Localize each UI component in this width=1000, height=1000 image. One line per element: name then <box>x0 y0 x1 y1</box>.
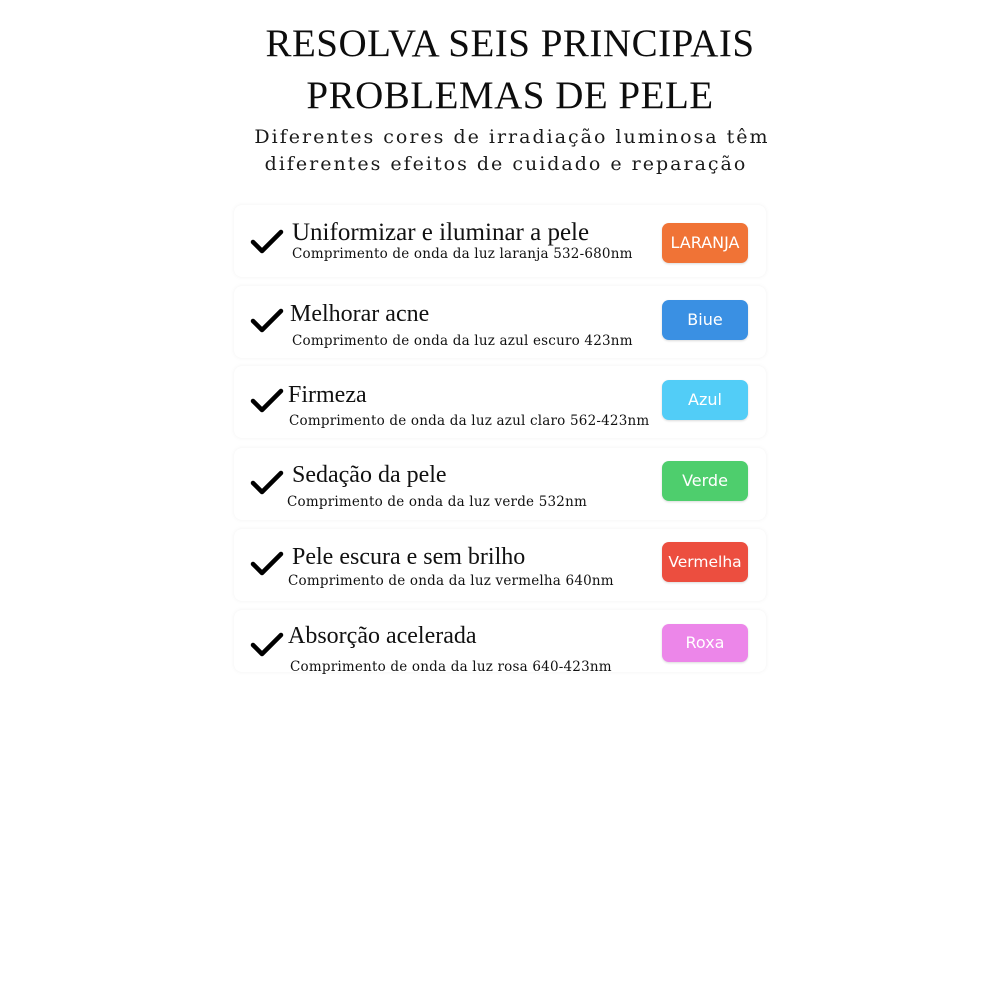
benefit-title: Absorção acelerada <box>288 623 477 649</box>
benefit-card-firmeza <box>234 366 766 438</box>
benefit-card-uniformizar <box>234 205 766 277</box>
checkmark-icon <box>250 303 284 337</box>
subtitle-line-1: Diferentes cores de irradiação luminosa têm <box>254 126 770 148</box>
benefit-card-absorcao <box>234 610 766 675</box>
benefit-title: Firmeza <box>288 382 367 408</box>
color-badge-roxa: Roxa <box>662 624 748 662</box>
benefit-wavelength: Comprimento de onda da luz azul escuro 423nm <box>292 333 633 349</box>
title-line-2: PROBLEMAS DE PELE <box>306 74 714 117</box>
subtitle-line-2: diferentes efeitos de cuidado e reparação <box>264 153 748 175</box>
benefit-title: Uniformizar e iluminar a pele <box>292 219 590 246</box>
checkmark-icon <box>250 383 284 417</box>
checkmark-icon <box>250 546 284 580</box>
color-badge-verde: Verde <box>662 461 748 501</box>
checkmark-icon <box>250 224 284 258</box>
benefit-wavelength: Comprimento de onda da luz azul claro 562-423nm <box>289 413 650 429</box>
color-badge-laranja: LARANJA <box>662 223 748 263</box>
benefit-wavelength: Comprimento de onda da luz vermelha 640nm <box>288 573 614 589</box>
title-line-1: RESOLVA SEIS PRINCIPAIS <box>265 22 755 65</box>
color-badge-vermelha: Vermelha <box>662 542 748 582</box>
benefit-card-sedacao <box>234 448 766 520</box>
benefit-wavelength: Comprimento de onda da luz rosa 640-423nm <box>290 659 612 675</box>
color-badge-azul: Azul <box>662 380 748 420</box>
benefit-wavelength: Comprimento de onda da luz laranja 532-680nm <box>292 246 633 262</box>
benefit-title: Pele escura e sem brilho <box>292 544 526 570</box>
benefit-card-pele-escura <box>234 529 766 601</box>
checkmark-icon <box>250 465 284 499</box>
benefit-wavelength: Comprimento de onda da luz verde 532nm <box>287 494 587 510</box>
checkmark-icon <box>250 627 284 661</box>
benefit-title: Melhorar acne <box>290 301 430 327</box>
benefit-title: Sedação da pele <box>292 462 447 488</box>
color-badge-biue: Biue <box>662 300 748 340</box>
benefit-card-acne <box>234 286 766 358</box>
